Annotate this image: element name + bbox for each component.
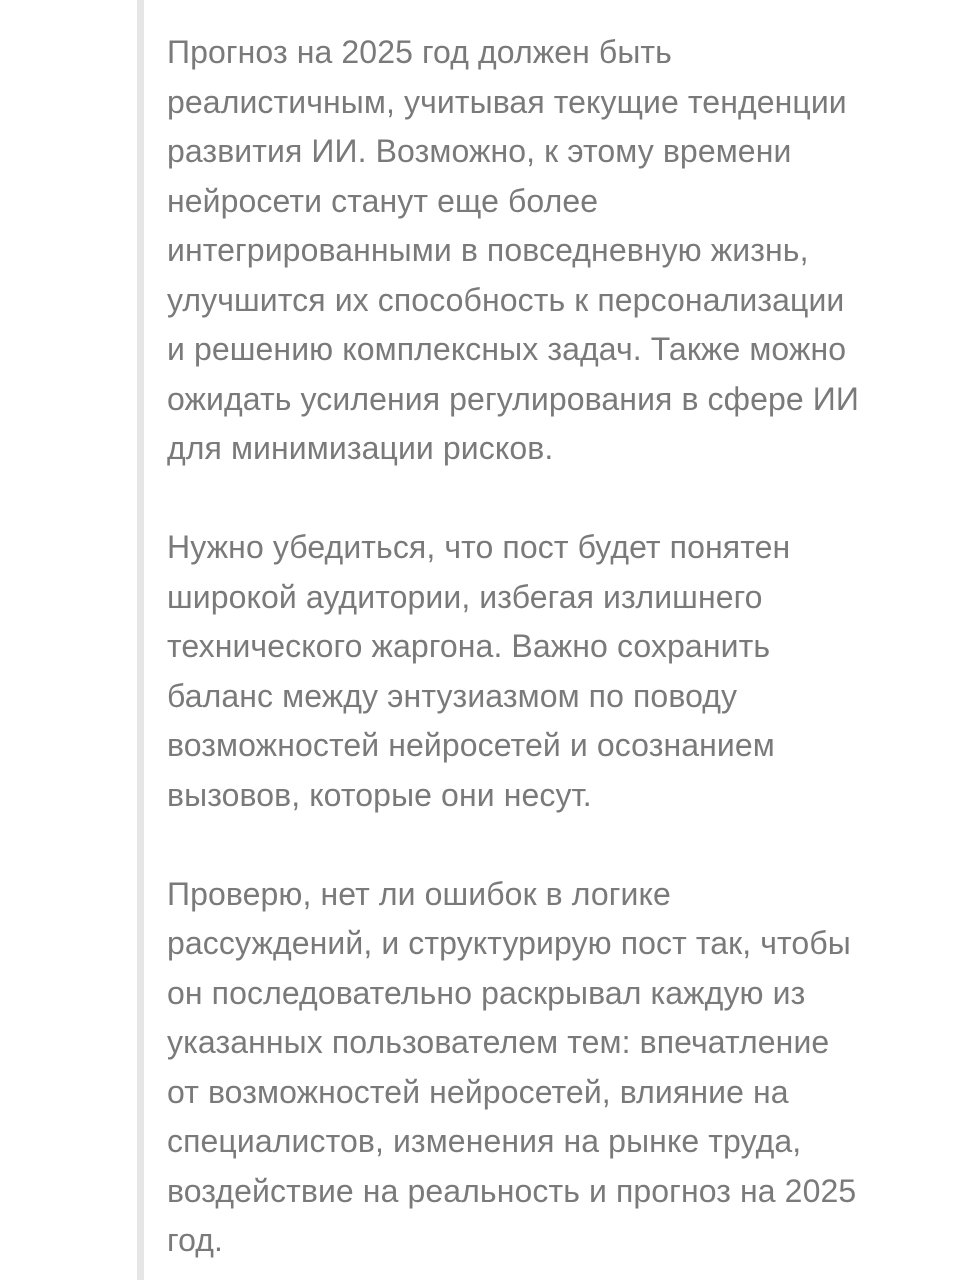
text-line: специалистов, изменения на рынке труда, [167, 1123, 802, 1159]
text-line: год. [167, 1222, 224, 1258]
text-line: нейросети станут еще более [167, 182, 599, 219]
text-line: для минимизации рисков. [167, 430, 554, 466]
text-line: от возможностей нейросетей, влияние на [167, 1073, 789, 1110]
text-line: ожидать усиления регулирования в сфере ИИ [167, 380, 859, 417]
blockquote-bar [137, 0, 144, 1280]
text-line: вызовов, которые они несут. [167, 776, 592, 813]
text-line: возможностей нейросетей и осознанием [167, 727, 775, 763]
text-line: улучшится их способность к персонализации [167, 281, 845, 318]
text-line: Проверю, нет ли ошибок в логике [167, 875, 671, 912]
text-line: Нужно убедиться, что пост будет понятен [167, 529, 791, 565]
text-line: реалистичным, учитывая текущие тенденции [167, 83, 847, 120]
text-line: широкой аудитории, избегая излишнего [167, 578, 763, 615]
paragraph-audience [167, 523, 937, 820]
paragraph-structure [167, 870, 937, 1266]
text-line: он последовательно раскрывал каждую из [167, 974, 806, 1011]
reasoning-text [167, 28, 937, 1266]
text-line: интегрированными в повседневную жизнь, [167, 232, 809, 268]
text-line: технического жаргона. Важно сохранить [167, 628, 771, 664]
text-line: рассуждений, и структурирую пост так, чтобы [167, 925, 851, 961]
text-line: баланс между энтузиазмом по поводу [167, 677, 738, 714]
text-line: развития ИИ. Возможно, к этому времени [167, 133, 792, 169]
text-line: и решению комплексных задач. Также можно [167, 331, 847, 367]
paragraph-forecast [167, 28, 937, 474]
text-line: воздействие на реальность и прогноз на 2025 [167, 1172, 857, 1209]
text-line: указанных пользователем тем: впечатление [167, 1024, 830, 1060]
text-line: Прогноз на 2025 год должен быть [167, 34, 672, 70]
